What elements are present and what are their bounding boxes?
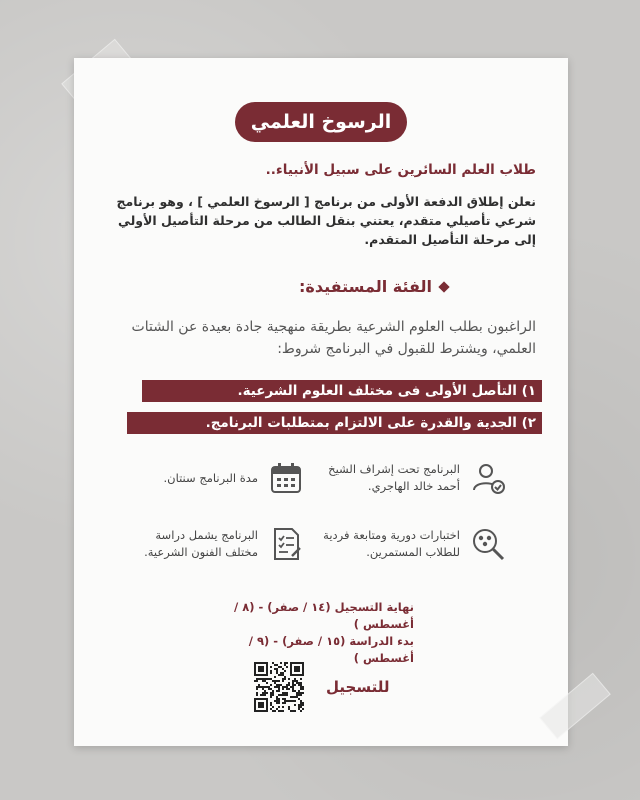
feature-supervision-text: البرنامج تحت إشراف الشيخ أحمد خالد الهاجري. (328, 462, 460, 493)
condition-1: ١) التأصل الأولى فى مختلف العلوم الشرعية. (142, 380, 542, 402)
feature-arts-text: البرنامج يشمل دراسة مختلف الفنون الشرعية. (144, 528, 258, 559)
feature-supervision (310, 460, 506, 496)
section-title: الفئة المستفيدة: (299, 277, 432, 296)
feature-arts (128, 526, 304, 562)
feature-duration-text: مدة البرنامج سنتان. (163, 470, 258, 485)
section-heading (299, 277, 448, 296)
feature-exams-text: اختبارات دورية ومتابعة فردية للطلاب المستمرين. (323, 528, 460, 559)
poster-paper (74, 58, 568, 746)
calendar-icon (268, 460, 304, 496)
diamond-bullet-icon (438, 281, 449, 292)
study-start-date: بدء الدراسة (١٥ / صفر) - (٩ / أغسطس ) (248, 634, 414, 665)
feature-duration (138, 460, 304, 496)
user-check-icon (470, 460, 506, 496)
poster-title: الرسوخ العلمي (235, 102, 407, 142)
condition-2: ٢) الجدية والقدرة على الالتزام بمتطلبات البرنامج. (127, 412, 542, 434)
dates-block (214, 599, 414, 667)
intro-paragraph: نعلن إطلاق الدفعة الأولى من برنامج [ الرسوخ العلمي ] ، وهو برنامج شرعي تأصيلي متقدم، يعتني بنقل الطالب من مرحلة التأصيل الأولي إلى مرحلة التأصيل المتقدم. (116, 194, 536, 247)
registration-end-date: نهاية التسجيل (١٤ / صفر) - (٨ / أغسطس ) (233, 600, 414, 631)
checklist-icon (268, 526, 304, 562)
audience-text: الراغبون بطلب العلوم الشرعية بطريقة منهجية جادة بعيدة عن الشتات العلمي، ويشترط للقبول في البرنامج شروط: (131, 319, 536, 357)
feature-exams (310, 526, 506, 562)
poster-subtitle: طلاب العلم السائرين على سبيل الأنبياء.. (265, 162, 536, 178)
register-label[interactable]: للتسجيل (326, 678, 390, 696)
qr-code[interactable] (254, 662, 304, 712)
search-people-icon (470, 526, 506, 562)
qr-code-image (254, 662, 304, 712)
